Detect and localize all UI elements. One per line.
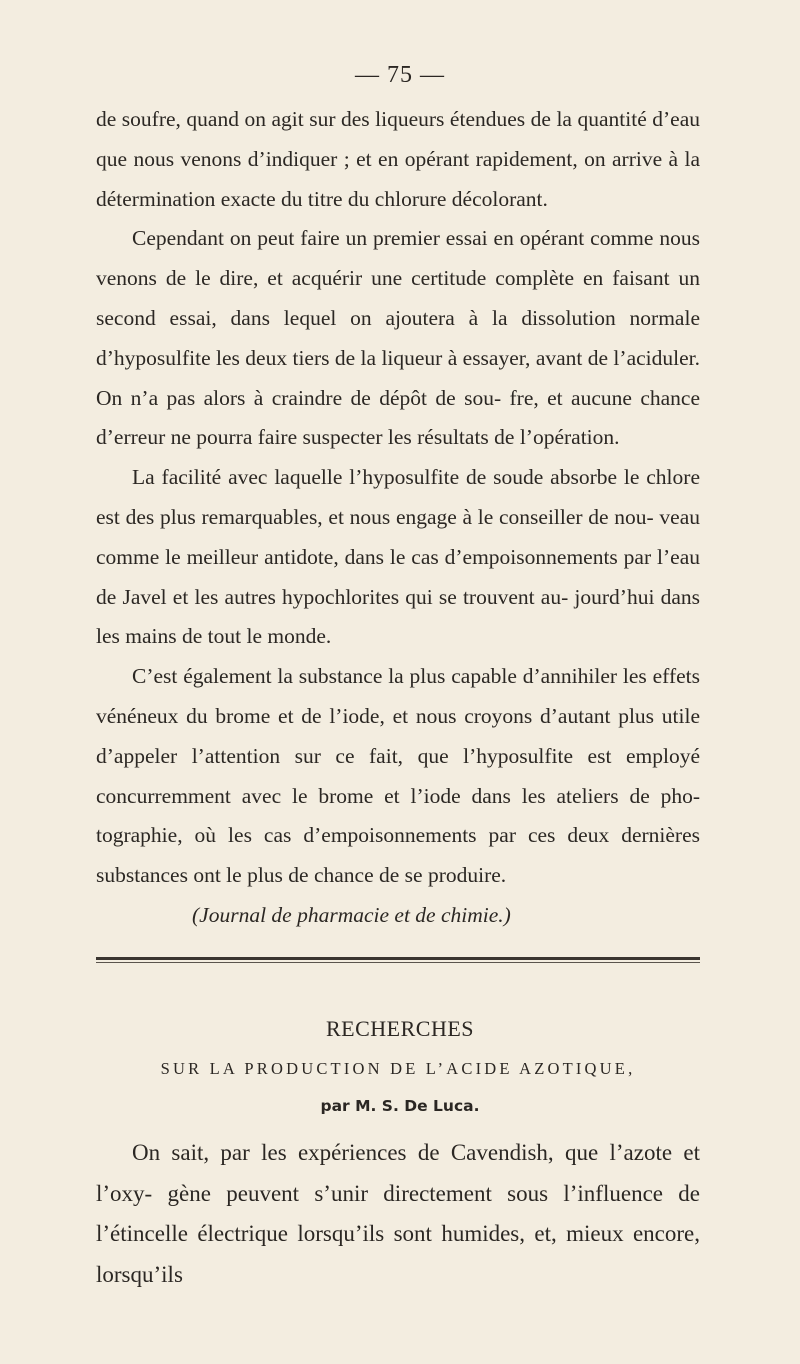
article-subtitle: SUR LA PRODUCTION DE L’ACIDE AZOTIQUE, <box>160 1059 636 1078</box>
paragraph: On sait, par les expériences de Cavendish, que l’azote et l’oxy- gène peuvent s’unir directement sous l’influence de l’étincelle électrique lorsqu’ils sont humides, et, mieux encore, lorsqu’ils <box>96 1140 700 1287</box>
divider-thin-line <box>96 962 700 963</box>
paragraph: Cependant on peut faire un premier essai en opérant comme nous venons de le dire, et acquérir une certitude complète en faisant un second essai, dans lequel on ajoutera à la dissolution normale d’hyposulfite les deux tiers de la liqueur à essayer, avant de l’aciduler. On n’a pas alors à craindre de dépôt de sou- fre, et aucune chance d’erreur ne pourra faire suspecter les résultats de l’opération. <box>96 226 700 450</box>
paragraph: de soufre, quand on agit sur des liqueurs étendues de la quantité d’eau que nous venons d’indiquer ; et en opérant rapidement, on arrive à la détermination exacte du titre du chlorure décolorant. <box>96 107 700 211</box>
section-divider <box>96 957 700 963</box>
source-citation: (Journal de pharmacie et de chimie.) <box>192 902 511 927</box>
paragraph: La facilité avec laquelle l’hyposulfite de soude absorbe le chlore est des plus remarquables, et nous engage à le conseiller de nou- veau comme le meilleur antidote, dans le cas d’empoisonnements par l’eau de Javel et les autres hypochlorites qui se trouvent au- jourd’hui dans les mains de tout le monde. <box>96 465 700 649</box>
paragraph: C’est également la substance la plus capable d’annihiler les effets vénéneux du brome et de l’iode, et nous croyons d’autant plus utile d’appeler l’attention sur ce fait, que l’hyposulfite est employé concurremment avec le brome et l’iode dans les ateliers de pho- tographie, où les cas d’empoisonnements par ces deux dernières substances ont le plus de chance de se produire. <box>96 664 700 888</box>
article-body <box>96 100 700 936</box>
article-body-2 <box>96 1133 700 1295</box>
article-title: RECHERCHES <box>325 1016 475 1041</box>
article-author: par M. S. De Luca. <box>320 1097 480 1115</box>
page-number: — 75 — <box>355 62 445 88</box>
divider-thick-line <box>96 957 700 960</box>
